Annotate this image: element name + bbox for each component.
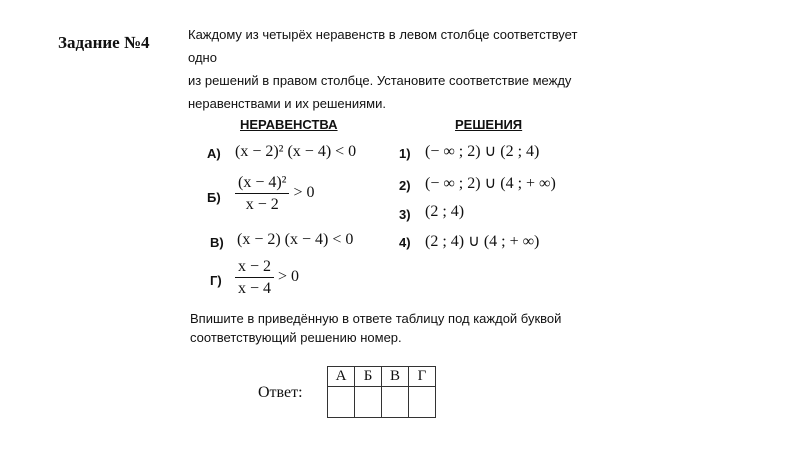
solution-label-2: 2) <box>399 178 411 193</box>
answer-column-g: Г <box>409 367 436 387</box>
answer-cell-v[interactable] <box>382 387 409 418</box>
answer-column-b: Б <box>355 367 382 387</box>
answer-table <box>327 366 436 418</box>
solution-label-3: 3) <box>399 207 411 222</box>
inequality-b <box>235 174 315 213</box>
intro-line: одно <box>188 50 217 65</box>
instruction <box>190 309 561 347</box>
inequality-g <box>235 258 299 297</box>
fraction-numerator: x − 2 <box>235 258 274 278</box>
fraction <box>235 174 289 213</box>
fraction-numerator: (x − 4)² <box>235 174 289 194</box>
intro-line: из решений в правом столбце. Установите соответствие между <box>188 73 572 88</box>
answer-cell-a[interactable] <box>328 387 355 418</box>
solution-label-4: 4) <box>399 235 411 250</box>
solution-4: (2 ; 4) ∪ (4 ; + ∞) <box>425 233 540 250</box>
answer-column-v: В <box>382 367 409 387</box>
fraction <box>235 258 274 297</box>
fraction-denominator: x − 4 <box>238 280 272 297</box>
inequality-tail: > 0 <box>293 184 315 202</box>
inequality-tail: > 0 <box>278 268 300 286</box>
instruction-line: соответствующий решению номер. <box>190 330 402 345</box>
solutions-header: РЕШЕНИЯ <box>455 117 523 132</box>
intro-line: Каждому из четырёх неравенств в левом столбце соответствует <box>188 27 578 42</box>
task-title: Задание №4 <box>58 33 150 52</box>
instruction-line: Впишите в приведённую в ответе таблицу под каждой буквой <box>190 311 562 326</box>
answer-input-row <box>328 387 436 418</box>
solution-label-1: 1) <box>399 146 411 161</box>
inequalities-header: НЕРАВЕНСТВА <box>240 117 338 132</box>
solution-2: (− ∞ ; 2) ∪ (4 ; + ∞) <box>425 175 556 192</box>
solution-1: (− ∞ ; 2) ∪ (2 ; 4) <box>425 143 540 160</box>
inequality-v: (x − 2) (x − 4) < 0 <box>237 231 354 248</box>
answer-header-row <box>328 367 436 387</box>
fraction-denominator: x − 2 <box>245 196 279 213</box>
task-intro <box>188 23 608 115</box>
answer-cell-g[interactable] <box>409 387 436 418</box>
inequality-label-b: Б) <box>207 190 221 205</box>
answer-label: Ответ: <box>258 384 303 401</box>
solution-3: (2 ; 4) <box>425 203 465 220</box>
answer-column-a: А <box>328 367 355 387</box>
inequality-label-v: В) <box>210 235 224 250</box>
inequality-label-a: А) <box>207 146 221 161</box>
answer-cell-b[interactable] <box>355 387 382 418</box>
intro-line: неравенствами и их решениями. <box>188 96 386 111</box>
inequality-label-g: Г) <box>210 273 222 288</box>
inequality-a: (x − 2)² (x − 4) < 0 <box>235 143 357 160</box>
